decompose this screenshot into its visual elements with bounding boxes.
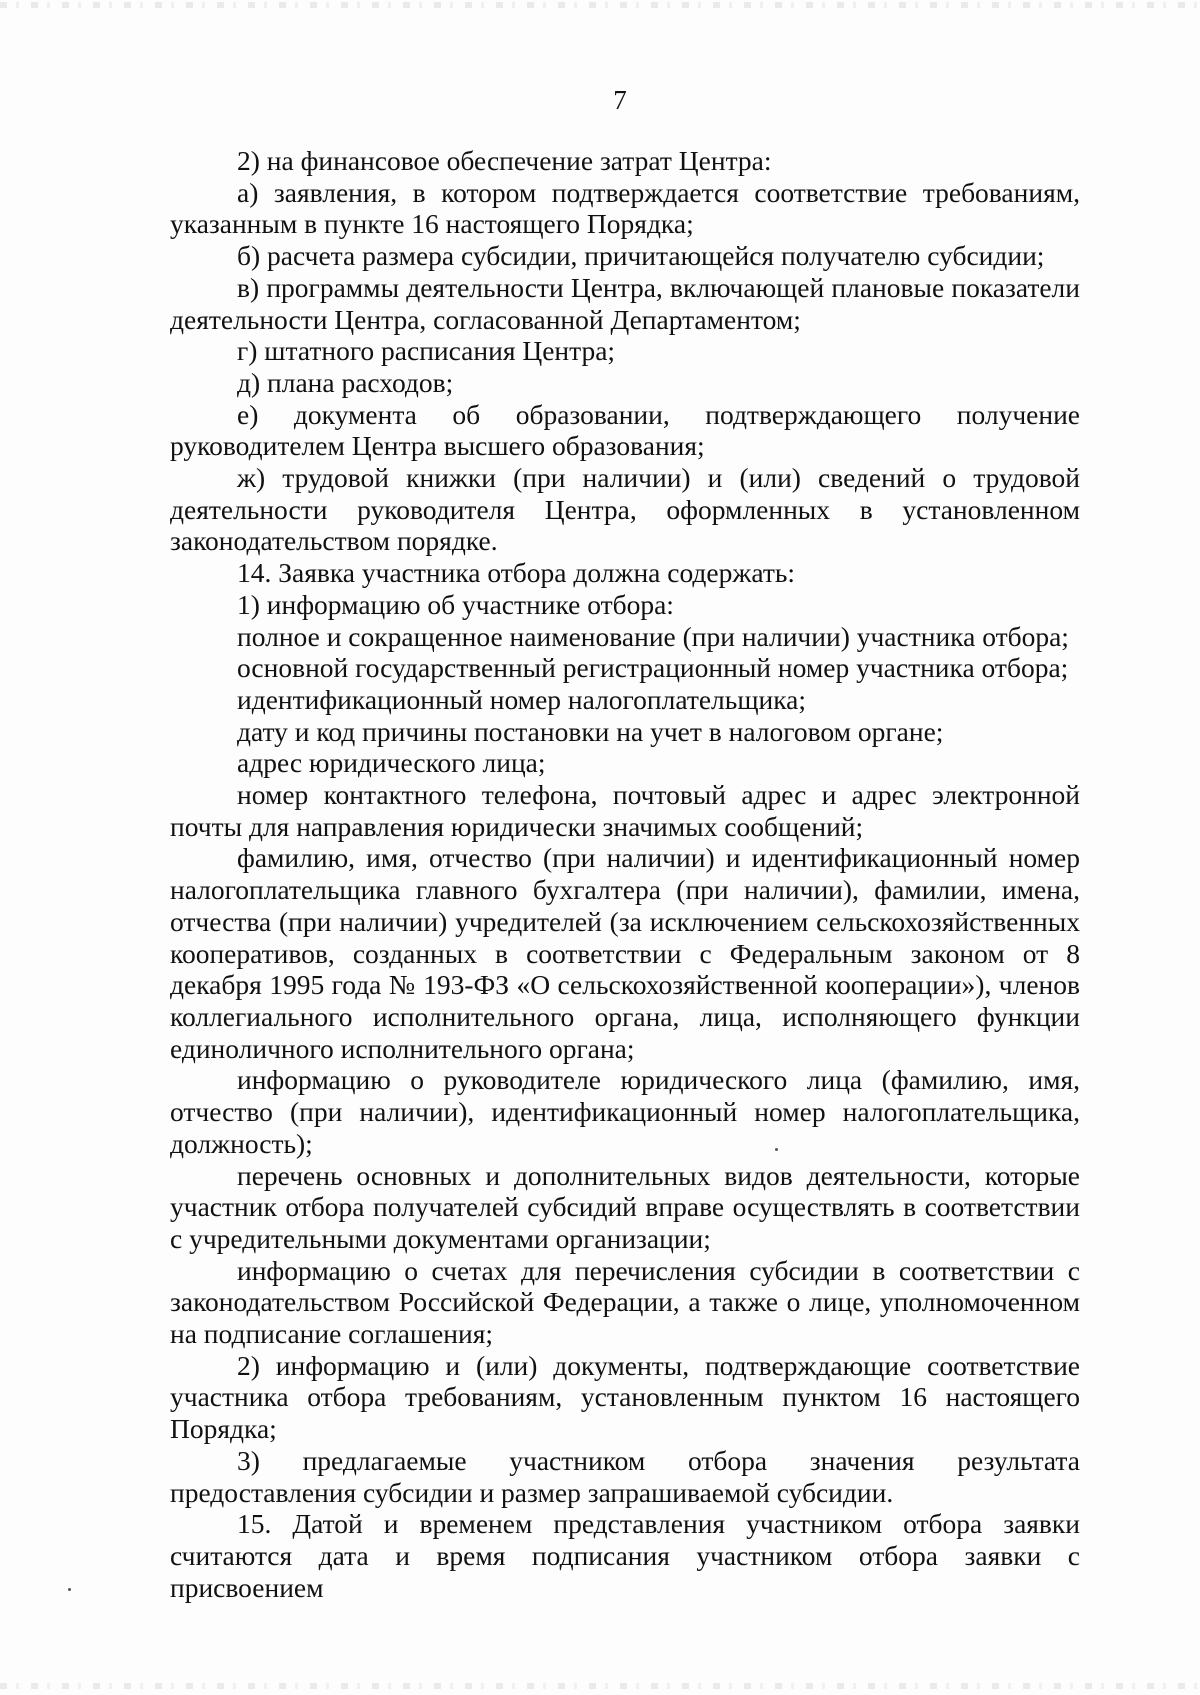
paragraph: фамилию, имя, отчество (при наличии) и идентификационный номер налогоплательщика главного бухгалтера (при наличии), фамилии, имена, отчества (при наличии) учредителей (за исключением сельскохозяйственных кооперативов, созданных в соответствии с Федеральным законом от 8 декабря 1995 года № 193-ФЗ «О сельскохозяйственной кооперации»), членов коллегиального исполнительного органа, лица, исполняющего функции единоличного исполнительного органа; [170,842,1080,1064]
paragraph: 15. Датой и временем представления участником отбора заявки считаются дата и время подписания участником отбора заявки с присвоением [170,1508,1080,1603]
paragraph: ж) трудовой книжки (при наличии) и (или) сведений о трудовой деятельности руководителя Центра, оформленных в установленном законодательством порядке. [170,462,1080,557]
paragraph: дату и код причины постановки на учет в налоговом органе; [237,715,944,747]
paragraph: идентификационный номер налогоплательщика; [237,683,807,715]
paragraph: б) расчета размера субсидии, причитающейся получателю субсидии; [237,240,1045,272]
paragraph: а) заявления, в котором подтверждается соответствие требованиям, указанным в пункте 16 настоящего Порядка; [170,176,1080,240]
document-body [170,145,1080,1603]
paragraph: 2) на финансовое обеспечение затрат Центра: [237,145,772,176]
paragraph: д) плана расходов; [237,366,454,398]
paragraph: основной государственный регистрационный номер участника отбора; [237,652,1069,684]
paragraph: г) штатного расписания Центра; [237,335,616,367]
paragraph: адрес юридического лица; [237,747,546,779]
paragraph: в) программы деятельности Центра, включающей плановые показатели деятельности Центра, согласованной Департаментом; [170,271,1080,335]
paragraph: номер контактного телефона, почтовый адрес и адрес электронной почты для направления юридически значимых сообщений; [170,779,1080,842]
page-number: 7 [613,85,627,115]
paragraph: 2) информацию и (или) документы, подтверждающие соответствие участника отбора требованиям, установленным пунктом 16 настоящего Порядка; [170,1349,1080,1445]
scan-artifact-top [0,2,1200,8]
paragraph: 1) информацию об участнике отбора: [237,588,674,620]
paragraph: 3) предлагаемые участником отбора значения результата предоставления субсидии и размер запрашиваемой субсидии. [170,1444,1080,1508]
paragraph: полное и сокращенное наименование (при наличии) участника отбора; [237,620,1069,652]
scan-artifact-bottom [0,1683,1200,1689]
scan-speck [68,1588,71,1591]
paragraph: информацию о счетах для перечисления субсидии в соответствии с законодательством Российской Федерации, а также о лице, уполномоченном на подписание соглашения; [170,1254,1080,1350]
paragraph: е) документа об образовании, подтверждающего получение руководителем Центра высшего образования; [170,398,1080,462]
paragraph: информацию о руководителе юридического лица (фамилию, имя, отчество (при наличии), идентификационный номер налогоплательщика, должность); [170,1064,1080,1159]
scan-speck [775,1148,778,1151]
paragraph: 14. Заявка участника отбора должна содержать: [237,557,796,589]
paragraph: перечень основных и дополнительных видов деятельности, которые участник отбора получателей субсидий вправе осуществлять в соответствии с учредительными документами организации; [170,1159,1080,1254]
